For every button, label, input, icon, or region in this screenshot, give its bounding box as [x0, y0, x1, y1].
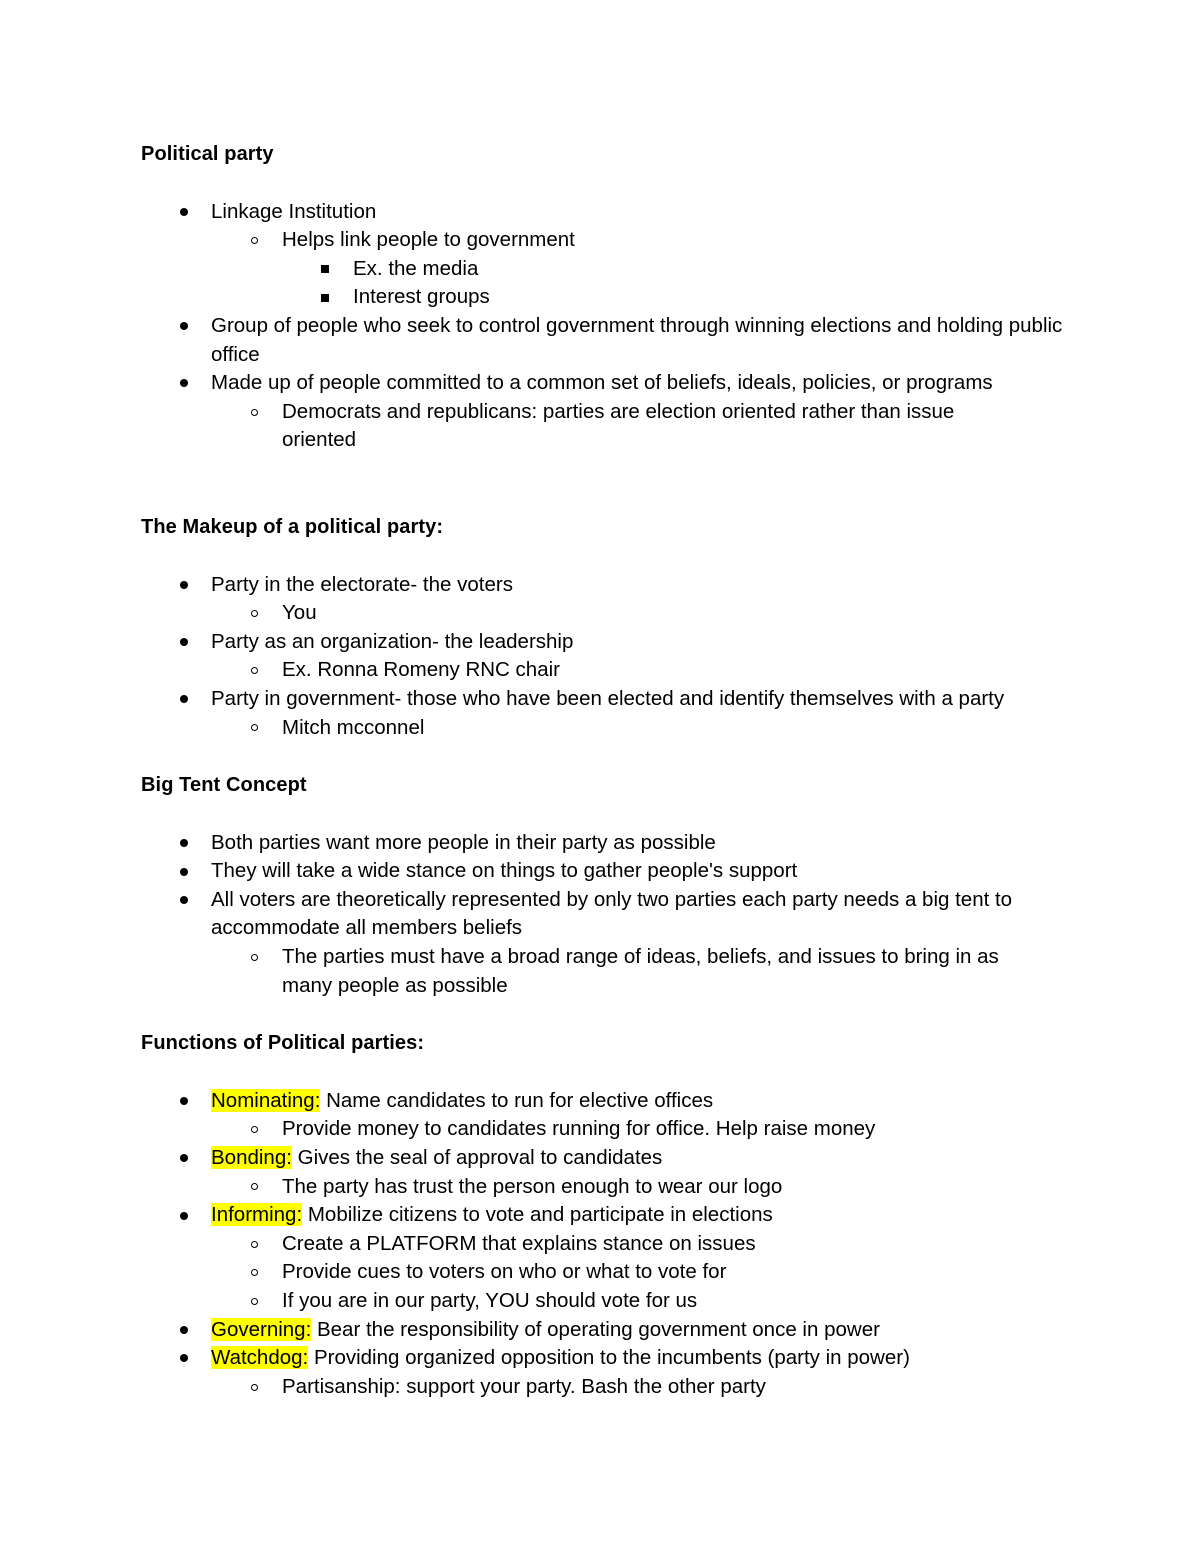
list-item — [141, 1087, 1081, 1144]
list-item — [282, 283, 1081, 312]
list-item-text: The party has trust the person enough to wear our logo — [282, 1174, 783, 1198]
list-item — [141, 857, 1081, 886]
list-item — [282, 255, 1081, 284]
section-makeup — [141, 513, 1081, 742]
list-item-text: Provide cues to voters on who or what to vote for — [282, 1260, 727, 1284]
list-item-text: Providing organized opposition to the incumbents (party in power) — [308, 1346, 910, 1370]
hollow-circle-bullet-icon — [244, 1173, 264, 1202]
filled-dot-bullet-icon — [174, 1316, 194, 1345]
list-item — [211, 1258, 1081, 1287]
hollow-circle-bullet-icon — [244, 1287, 264, 1316]
list-item — [211, 226, 1081, 312]
list-item-text: Group of people who seek to control government through winning elections and holding public office — [211, 313, 1063, 366]
list-item — [211, 656, 1081, 685]
highlighted-term: Nominating: — [211, 1088, 321, 1112]
list-item — [141, 628, 1081, 685]
list-item-text: Helps link people to government — [282, 228, 575, 252]
list-item — [141, 1201, 1081, 1315]
list-item — [141, 829, 1081, 858]
square-bullet-icon — [315, 255, 335, 284]
list-item-text: Democrats and republicans: parties are election oriented rather than issue oriented — [282, 399, 955, 452]
list-item — [141, 886, 1081, 1000]
list-item-text: Ex. the media — [353, 256, 479, 280]
section-political-party — [141, 140, 1081, 455]
bullet-list — [141, 829, 1081, 1001]
hollow-circle-bullet-icon — [244, 599, 264, 628]
filled-dot-bullet-icon — [174, 1087, 194, 1116]
list-item — [141, 1144, 1081, 1201]
list-item-text: Ex. Ronna Romeny RNC chair — [282, 658, 560, 682]
hollow-circle-bullet-icon — [244, 398, 264, 427]
list-item-text: Bear the responsibility of operating government once in power — [311, 1317, 880, 1341]
sub-list — [141, 226, 1081, 312]
list-item-text: Name candidates to run for elective offices — [320, 1088, 714, 1112]
hollow-circle-bullet-icon — [244, 1373, 264, 1402]
list-item-text: Interest groups — [353, 285, 490, 309]
list-item-text: Party as an organization- the leadership — [211, 629, 574, 653]
hollow-circle-bullet-icon — [244, 1230, 264, 1259]
sub-list — [141, 656, 1081, 685]
list-item — [211, 1373, 1081, 1402]
list-item — [211, 1287, 1081, 1316]
highlighted-term: Watchdog: — [211, 1346, 309, 1370]
hollow-circle-bullet-icon — [244, 1115, 264, 1144]
sub-list — [141, 599, 1081, 628]
list-item — [141, 1344, 1081, 1401]
highlighted-term: Bonding: — [211, 1146, 292, 1170]
list-item — [211, 1230, 1081, 1259]
list-item — [211, 599, 1081, 628]
list-item-text: Partisanship: support your party. Bash the other party — [282, 1374, 766, 1398]
list-item-text: Gives the seal of approval to candidates — [291, 1146, 663, 1170]
section-big-tent — [141, 771, 1081, 1000]
list-item-text: The parties must have a broad range of ideas, beliefs, and issues to bring in as many people as possible — [282, 945, 999, 997]
list-item — [141, 369, 1081, 455]
sub-sub-list — [211, 255, 1081, 312]
filled-dot-bullet-icon — [174, 1144, 194, 1173]
filled-dot-bullet-icon — [174, 857, 194, 886]
sub-list — [141, 714, 1081, 743]
sub-list — [141, 1373, 1081, 1402]
highlighted-term: Governing: — [211, 1317, 312, 1341]
filled-dot-bullet-icon — [174, 685, 194, 714]
list-item-text: You — [282, 601, 317, 625]
hollow-circle-bullet-icon — [244, 226, 264, 255]
hollow-circle-bullet-icon — [244, 1258, 264, 1287]
filled-dot-bullet-icon — [174, 1201, 194, 1230]
filled-dot-bullet-icon — [174, 886, 194, 915]
document-page — [141, 140, 1081, 1401]
list-item — [211, 398, 1081, 455]
sub-list — [141, 1115, 1081, 1144]
sub-list — [141, 398, 1081, 455]
square-bullet-icon — [315, 283, 335, 312]
list-item-text: Mobilize citizens to vote and participate in elections — [302, 1203, 773, 1227]
list-item-text: Provide money to candidates running for office. Help raise money — [282, 1117, 876, 1141]
list-item — [211, 714, 1081, 743]
bullet-list — [141, 571, 1081, 743]
section-heading: Functions of Political parties: — [141, 1032, 425, 1055]
list-item-text: Made up of people committed to a common set of beliefs, ideals, policies, or programs — [211, 371, 993, 395]
list-item-text: Linkage Institution — [211, 199, 377, 223]
list-item-text: Mitch mcconnel — [282, 715, 425, 739]
sub-list — [141, 1173, 1081, 1202]
list-item — [141, 1316, 1081, 1345]
filled-dot-bullet-icon — [174, 369, 194, 398]
list-item — [211, 1115, 1081, 1144]
list-item-text: Both parties want more people in their party as possible — [211, 830, 716, 854]
list-item — [141, 312, 1081, 369]
hollow-circle-bullet-icon — [244, 714, 264, 743]
sub-list — [141, 943, 1081, 1000]
filled-dot-bullet-icon — [174, 571, 194, 600]
list-item — [141, 685, 1081, 742]
filled-dot-bullet-icon — [174, 1344, 194, 1373]
highlighted-term: Informing: — [211, 1203, 303, 1227]
list-item-text: Party in government- those who have been elected and identify themselves with a party — [211, 686, 1005, 710]
filled-dot-bullet-icon — [174, 198, 194, 227]
hollow-circle-bullet-icon — [244, 943, 264, 972]
list-item-text: Create a PLATFORM that explains stance on issues — [282, 1231, 756, 1255]
filled-dot-bullet-icon — [174, 829, 194, 858]
bullet-list — [141, 198, 1081, 455]
list-item — [141, 571, 1081, 628]
list-item — [211, 1173, 1081, 1202]
list-item-text: If you are in our party, YOU should vote for us — [282, 1289, 698, 1312]
list-item-text: They will take a wide stance on things to gather people's support — [211, 859, 798, 883]
list-item — [211, 943, 1081, 1000]
section-heading: Big Tent Concept — [141, 774, 307, 797]
hollow-circle-bullet-icon — [244, 656, 264, 685]
section-heading: Political party — [141, 143, 274, 165]
section-functions — [141, 1029, 1081, 1401]
bullet-list — [141, 1087, 1081, 1402]
filled-dot-bullet-icon — [174, 628, 194, 657]
filled-dot-bullet-icon — [174, 312, 194, 341]
list-item — [141, 198, 1081, 312]
section-heading: The Makeup of a political party: — [141, 515, 444, 538]
list-item-text: All voters are theoretically represented by only two parties each party needs a big tent to accommodate all members beliefs — [211, 887, 1013, 940]
list-item-text: Party in the electorate- the voters — [211, 572, 513, 596]
sub-list — [141, 1230, 1081, 1316]
